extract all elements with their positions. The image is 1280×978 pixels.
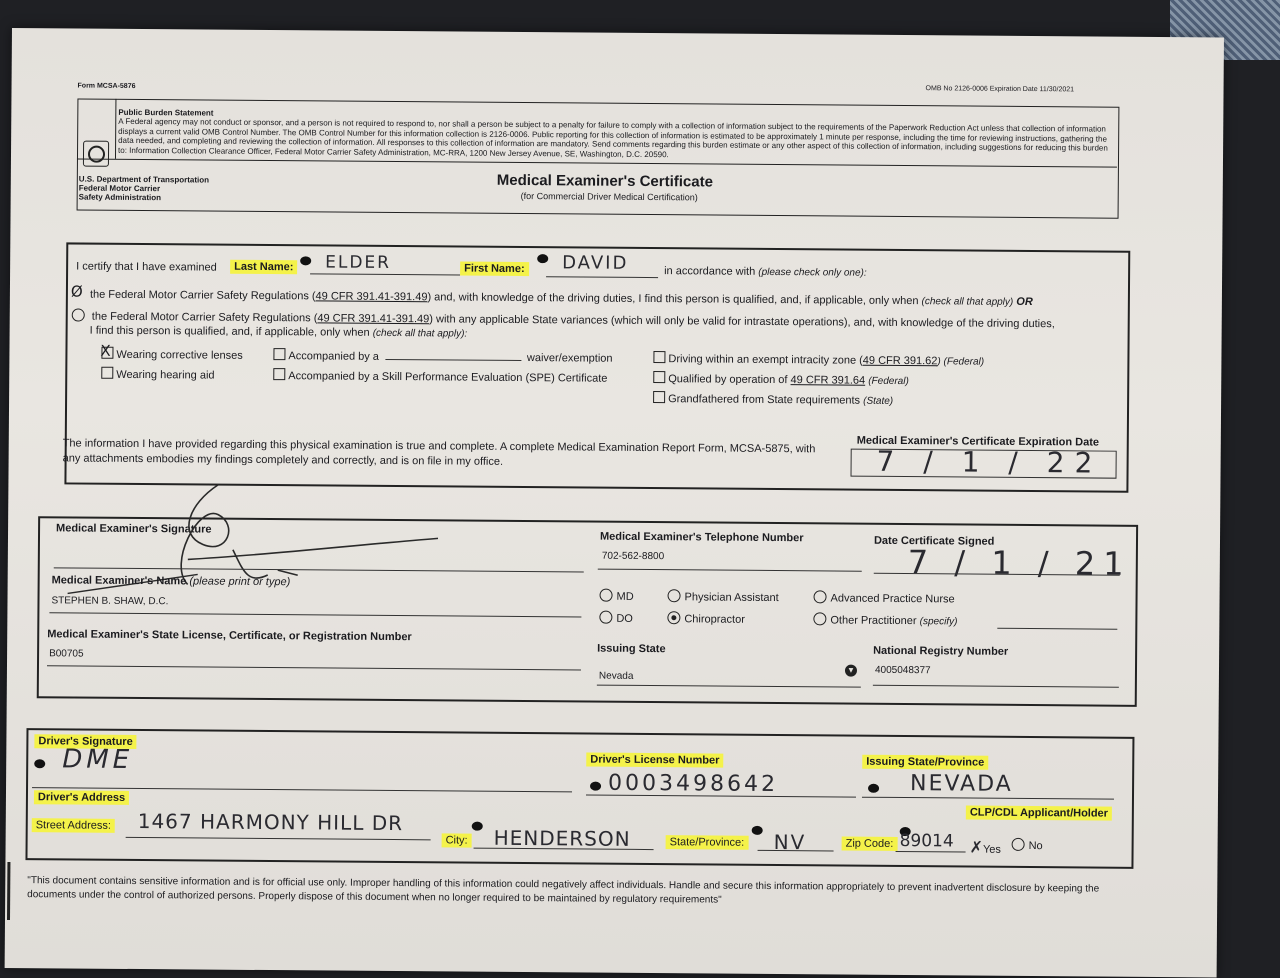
option-federal[interactable]: Ø the Federal Motor Carrier Safety Regulations (49 CFR 391.41-391.49) and, with knowledge of the driving duties, I find this person is qualified, and, if applicable, only when (check all that apply) OR (70, 282, 1033, 309)
expiration-label: Medical Examiner's Certificate Expiration Date (856, 434, 1100, 449)
cred-chiropractor[interactable]: Chiropractor (667, 611, 745, 626)
clp-label: CLP/CDL Applicant/Holder (966, 806, 1112, 821)
certify-intro: I certify that I have examined (76, 260, 217, 274)
license-value: B00705 (49, 648, 84, 660)
street-value: 1467 HARMONY HILL DR (137, 809, 404, 836)
license-label: Medical Examiner's State License, Certificate, or Registration Number (47, 628, 412, 644)
cond-qualified-checkbox[interactable] (653, 371, 665, 383)
last-name-label: Last Name: (230, 260, 297, 275)
issuing-province-label: Issuing State/Province (862, 755, 988, 770)
examiner-statement: The information I have provided regarding this physical examination is true and complete. A complete Medical Examination Report Form, MCSA-5875, with any attachments embodies my findings completely and correctly, and is on file in my office. (62, 437, 816, 468)
sensitive-notice: "This document contains sensitive information and is for official use only. Improper handling of this information could negatively affect individuals. Handle and secure this information appropriately to prevent inadvertent disclosure by keeping the documents under the control of authorized persons. Properly dispose of this document when no longer required to be maintained by regulatory requirements" (27, 875, 1100, 906)
driver-license-value: 0003498642 (607, 770, 779, 798)
cond-hearing[interactable]: Wearing hearing aid (101, 367, 214, 382)
issuing-state-value: Nevada (598, 670, 634, 682)
check-one-hint: (please check only one): (758, 266, 867, 279)
cond-spe-checkbox[interactable] (273, 368, 285, 380)
first-name-value: DAVID (562, 252, 629, 274)
phone-label: Medical Examiner's Telephone Number (599, 530, 804, 545)
cond-accompanied[interactable]: Accompanied by a waiver/exemption (273, 348, 612, 365)
zip-label: Zip Code: (842, 837, 898, 851)
chevron-down-icon[interactable]: ▼ (845, 665, 857, 677)
cred-do[interactable]: DO (599, 611, 633, 625)
examiner-signature-label: Medical Examiner's Signature (56, 522, 212, 536)
yes-mark-icon: ✗ (969, 837, 984, 857)
issuing-state-label: Issuing State (597, 642, 666, 656)
province-label: State/Province: (666, 835, 749, 850)
cond-spe[interactable]: Accompanied by a Skill Performance Evaluation (SPE) Certificate (273, 368, 607, 385)
expiration-value: 7 / 1 / 22 (876, 444, 1103, 480)
option-state-radio[interactable] (72, 308, 85, 321)
driver-address-label: Driver's Address (34, 790, 129, 805)
omb-number: OMB No 2126-0006 Expiration Date 11/30/2021 (925, 85, 1075, 94)
city-value: HENDERSON (493, 825, 631, 851)
cond-lenses-checkbox[interactable] (101, 347, 113, 359)
dot-logo-icon (83, 141, 109, 167)
option-state[interactable]: the Federal Motor Carrier Safety Regulations (49 CFR 391.41-391.49) with any applicable State variances (which will only be valid for intrastate operations), and, with knowledge of the driving duties, (72, 308, 1122, 330)
registry-value: 4005048377 (874, 664, 931, 677)
document-subtitle: (for Commercial Driver Medical Certification) (520, 191, 698, 203)
cond-hearing-checkbox[interactable] (101, 367, 113, 379)
cond-grandfathered[interactable]: Grandfathered from State requirements (State) (653, 391, 893, 407)
form-number: Form MCSA-5876 (77, 82, 136, 90)
date-signed-label: Date Certificate Signed (873, 534, 995, 548)
cred-other[interactable]: Other Practitioner (specify) (813, 612, 957, 627)
registry-label: National Registry Number (873, 644, 1009, 658)
issuing-province-value: NEVADA (909, 771, 1013, 797)
agency-name: U.S. Department of Transportation Federal Motor Carrier Safety Administration (78, 174, 210, 203)
cred-apn[interactable]: Advanced Practice Nurse (813, 590, 954, 605)
driver-license-label: Driver's License Number (586, 753, 723, 768)
driver-signature-value: DME (62, 744, 134, 775)
street-label: Street Address: (32, 818, 115, 833)
city-label: City: (442, 833, 472, 847)
driver-signature-label: Driver's Signature (34, 734, 136, 749)
province-value: NV (773, 830, 807, 855)
cond-qualified[interactable]: Qualified by operation of 49 CFR 391.64 (Federal) (653, 371, 909, 387)
examiner-name-value: STEPHEN B. SHAW, D.C. (51, 595, 169, 608)
accordance-text: in accordance with (664, 265, 756, 278)
cfr-link-2[interactable]: 49 CFR 391.41-391.49 (317, 312, 430, 326)
cfr-link-1[interactable]: 49 CFR 391.41-391.49 (315, 290, 428, 304)
burden-title: Public Burden Statement (118, 107, 214, 118)
zip-value: 89014 (899, 830, 954, 852)
option-federal-radio[interactable]: Ø (70, 282, 83, 301)
last-name-value: ELDER (325, 252, 392, 273)
cond-accompanied-checkbox[interactable] (273, 348, 285, 360)
certificate-paper: Form MCSA-5876 OMB No 2126-0006 Expiration Date 11/30/2021 Public Burden Statement A Federal agency may not conduct or sponsor, and a person is not required to respond to, nor shall a person be subject to a penalty for failure to comply with a collection of information subject to the requirements of the Paperwork Reduction Act unless that collection of information displays a current valid OMB Control Number. The OMB Control Number for this information collection is 2126-0006. Public reporting for this collection of information is estimated to be approximately 1 minute per response, including the time for reviewing instructions, gathering the data needed, and completing and reviewing the collection of information. All responses to this collection of information are mandatory. Send comments regarding this burden estimate or any other aspect of this collection of information, including suggestions for reducing this burden to: Information Collection Clearance Officer, Federal Motor Carrier Safety Administration, MC-RRA, 1200 New Jersey Avenue, SE, Washington, D.C. 20590. U.S. Department of Transportation Federal Motor Carrier Safety Administration Medical Examiner's Certificate (for Commercial Driver Medical Certification) I certify that I have examined Last Name: ELDER First Name: DAVID in accordance with (please check only one): Ø the Federal Motor Carrier Safety Regulations (49 CFR 391.41-391.49) and, with knowledge of the driving duties, I find this person is qualified, and, if applicable, only when (check all that apply) OR the Federal Motor Carrier Safety Regulations (49 CFR 391.41-391.49) with any applicable State variances (which will only be valid for intrastate operations), and, with knowledge of the driving duties, I find this person is qualified, and, if applicable, only when (check all that apply): XWearing corrective lenses Wearing hearing aid Accompanied by a waiver/exemption Accompanied by a Skill Performance Evaluation (SPE) Certificate Driving within an exempt intracity zone (49 CFR 391.62) (Federal) Qualified by operation of 49 CFR 391.64 (Federal) Grandfathered from State requirements (State) The information I have provided regarding this physical examination is true and complete. A complete Medical Examination Report Form, MCSA-5875, with any attachments embodies my findings completely and correctly, and is on file in my office. Medical Examiner's Certificate Expiration Date 7 / 1 / 22 Medical Examiner's Signature Medical Examiner's Name (please print or type) STEPHEN B. SHAW, D.C. Medical Examiner's State License, Certificate, or Registration Number B00705 Medical Examiner's Telephone Number 702-562-8800 Date Certificate Signed 7 / 1 / 21 MD DO Physician Assistant Chiropractor Advanced Practice Nurse Other Practitioner (specify) Issuing State Nevada ▼ National Registry Number 4005048377 Driver's Signature DME Driver's License Number 0003498642 Issuing State/Province NEVADA Driver's Address CLP/CDL Applicant/Holder Street Address: 1467 HARMONY HILL DR City: HENDERSON State/Province: NV Zip Code: 89014 ✗Yes No "This document contains sensitive information and is for official use only. Improper handling of this information could negatively affect individuals. Handle and secure this information appropriately to prevent inadvertent disclosure by keeping the documents under the control of authorized persons. Properly dispose of this document when no longer required to be maintained by regulatory requirements" (5, 28, 1224, 977)
phone-value: 702-562-8800 (601, 550, 665, 563)
examiner-name-label: Medical Examiner's Name (51, 574, 187, 588)
date-signed-value: 7 / 1 / 21 (907, 543, 1132, 583)
cond-intracity-checkbox[interactable] (653, 351, 665, 363)
cred-pa[interactable]: Physician Assistant (668, 589, 779, 604)
document-title: Medical Examiner's Certificate (496, 171, 714, 191)
clp-yes[interactable]: ✗Yes (969, 837, 1001, 857)
clp-no[interactable]: No (1012, 838, 1043, 852)
burden-text: A Federal agency may not conduct or sponsor, and a person is not required to respond to, nor shall a person be subject to a penalty for failure to comply with a collection of information subject to the requirements of the Paperwork Reduction Act unless that collection of information displays a current valid OMB Control Number. The OMB Control Number for this information collection is 2126-0006. Public reporting for this collection of information is estimated to be approximately 1 minute per response, including the time for reviewing instructions, gathering the data needed, and completing and reviewing the collection of information. All responses to this collection of information are mandatory. Send comments regarding this burden estimate or any other aspect of this collection of information, including suggestions for reducing this burden to: Information Collection Clearance Officer, Federal Motor Carrier Safety Administration, MC-RRA, 1200 New Jersey Avenue, SE, Washington, D.C. 20590. (118, 116, 1108, 159)
cond-intracity[interactable]: Driving within an exempt intracity zone (49 CFR 391.62) (Federal) (653, 351, 984, 368)
cond-grandfathered-checkbox[interactable] (653, 391, 665, 403)
cred-md[interactable]: MD (600, 589, 634, 603)
cond-lenses[interactable]: XWearing corrective lenses (101, 347, 242, 362)
first-name-label: First Name: (460, 262, 529, 277)
